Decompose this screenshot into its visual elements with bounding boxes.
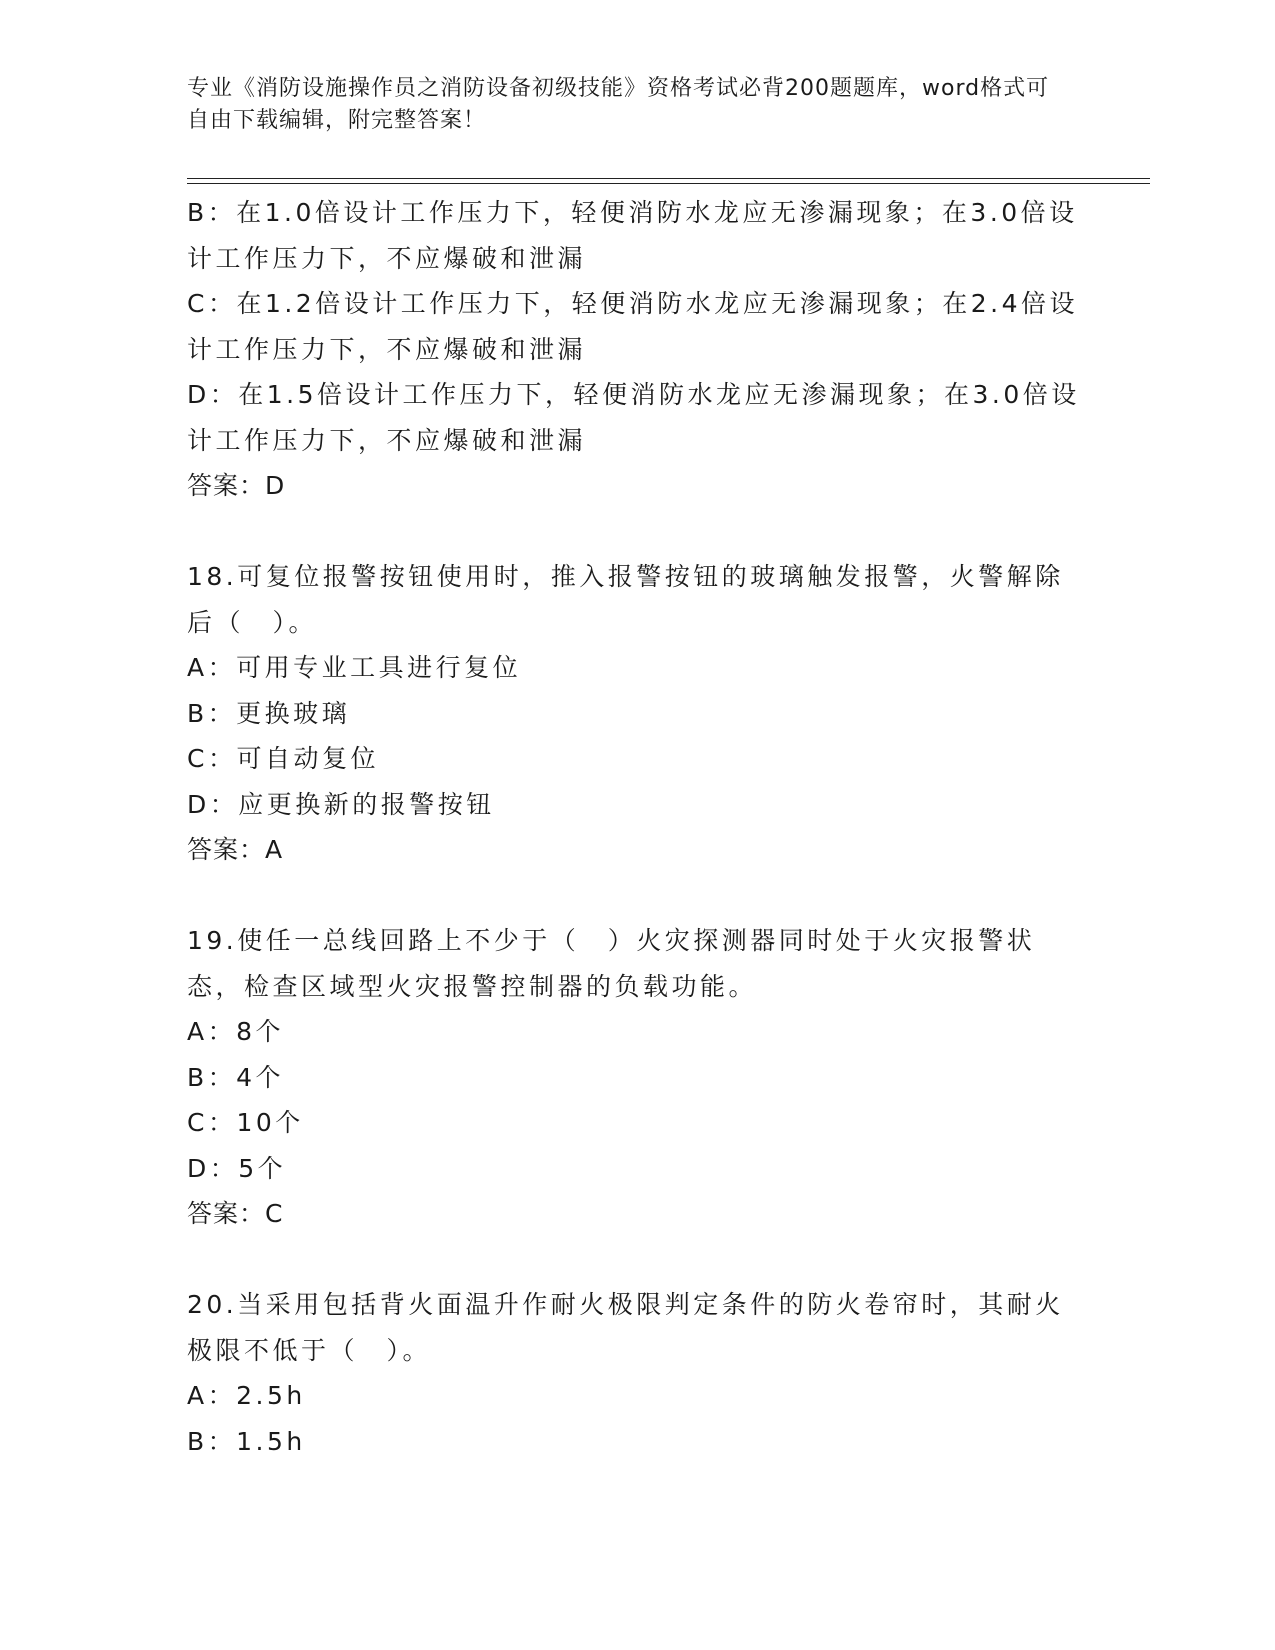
header-divider-top — [187, 178, 1150, 179]
q17-option-c: C：在1.2倍设计工作压力下，轻便消防水龙应无渗漏现象；在2.4倍设计工作压力下，不应爆破和泄漏 — [187, 289, 1078, 364]
spacer — [187, 1237, 1087, 1283]
q20-option-b: B：1.5h — [187, 1426, 306, 1456]
document-header: 专业《消防设施操作员之消防设备初级技能》资格考试必背200题题库，word格式可自由下载编辑，附完整答案！ — [187, 76, 1050, 133]
q18-option-a: A：可用专业工具进行复位 — [187, 653, 522, 682]
q20-option-a: A：2.5h — [187, 1381, 306, 1410]
spacer — [187, 873, 1087, 919]
q19-answer: 答案：C — [187, 1199, 284, 1228]
q17-option-b: B：在1.0倍设计工作压力下，轻便消防水龙应无渗漏现象；在3.0倍设计工作压力下，不应爆破和泄漏 — [187, 198, 1078, 273]
header-divider-bottom — [187, 183, 1150, 184]
q18-answer: 答案：A — [187, 835, 284, 864]
q19-option-d: D：5个 — [187, 1153, 287, 1183]
q20-question: 20.当采用包括背火面温升作耐火极限判定条件的防火卷帘时，其耐火极限不低于（ ）。 — [187, 1290, 1064, 1365]
q18-option-b: B：更换玻璃 — [187, 698, 351, 728]
q18-option-d: D：应更换新的报警按钮 — [187, 789, 495, 819]
q19-option-b: B：4个 — [187, 1062, 285, 1092]
q17-option-d: D：在1.5倍设计工作压力下，轻便消防水龙应无渗漏现象；在3.0倍设计工作压力下，不应爆破和泄漏 — [187, 380, 1080, 455]
q19-question: 19.使任一总线回路上不少于（ ）火灾探测器同时处于火灾报警状态，检查区域型火灾报警控制器的负载功能。 — [187, 926, 1036, 1001]
spacer — [187, 509, 1087, 555]
q17-answer: 答案：D — [187, 471, 286, 500]
q18-option-c: C：可自动复位 — [187, 744, 379, 773]
q18-question: 18.可复位报警按钮使用时，推入报警按钮的玻璃触发报警，火警解除后（ ）。 — [187, 562, 1064, 637]
question-content — [187, 190, 1087, 1464]
q19-option-c: C：10个 — [187, 1108, 304, 1137]
q19-option-a: A：8个 — [187, 1017, 285, 1046]
